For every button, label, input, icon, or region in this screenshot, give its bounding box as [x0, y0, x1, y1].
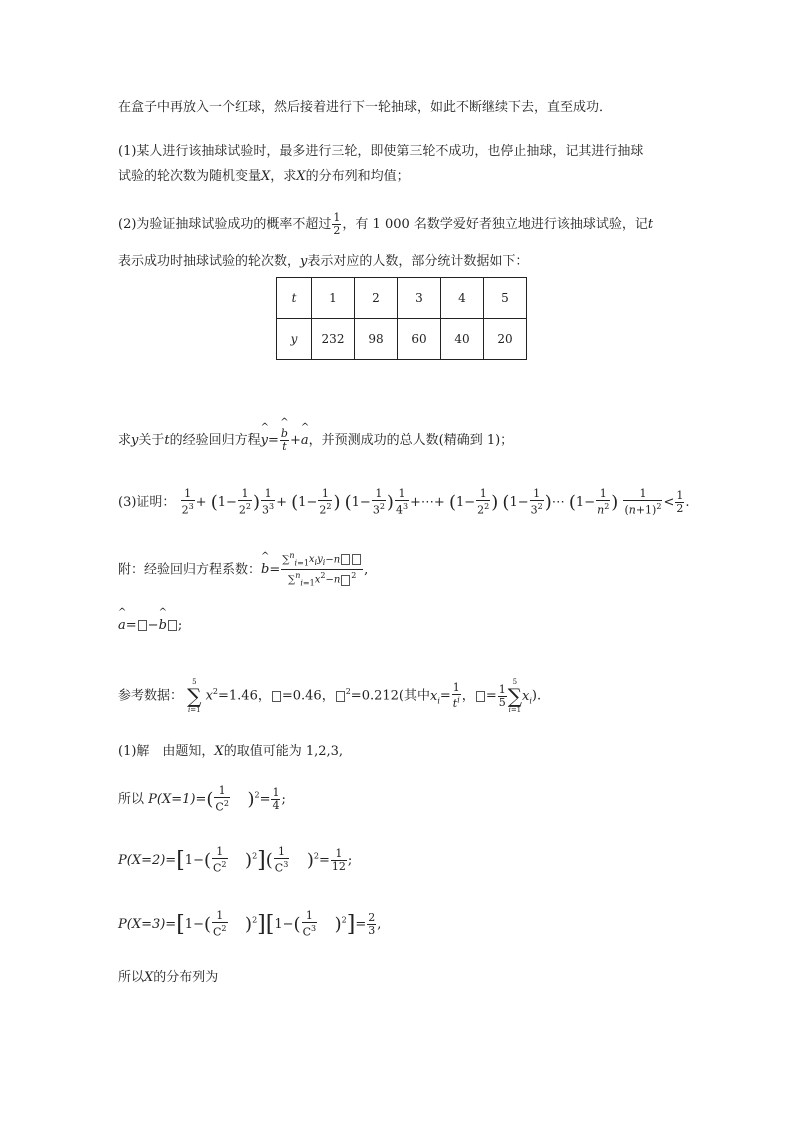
- appendix-a-formula: ^ a= −^ b ;: [118, 618, 182, 633]
- text: 表示对应的人数，部分统计数据如下：: [307, 254, 529, 269]
- table-cell: 1: [312, 278, 355, 319]
- table-cell: 3: [398, 278, 441, 319]
- var-x: X: [296, 169, 306, 184]
- appendix-formula: 附：经验回归方程系数：^ b= $\frac{\sum^n_{i=1}x_iy_i-n}{\sum^n_{i=1}x^2-n ^2}$ ,: [118, 550, 368, 590]
- text: ，有 1 000 名数学爱好者独立地进行该抽球试验，记: [342, 217, 648, 232]
- table-cell: 4: [441, 278, 484, 319]
- question-2-ask: 求y关于t的经验回归方程^ y= ^ $\frac{b}{t}$ +^ a，并预测成功的总人数(精确到 1)；: [118, 428, 513, 453]
- table-cell: 98: [355, 319, 398, 360]
- question-2-line-2: [118, 250, 528, 269]
- var-x: X: [261, 169, 271, 184]
- table-cell: 232: [312, 319, 355, 360]
- question-2-line-1: [118, 212, 653, 237]
- table-cell: 2: [355, 278, 398, 319]
- var-t: t: [647, 217, 654, 232]
- table-cell: t: [277, 278, 312, 319]
- solution-px1: 所以 P(X=1)=( $\frac{1}{C^2}$ )$^2$= $\frac{1}{4}$ ;: [118, 784, 286, 814]
- text: 的分布列和均值；: [305, 169, 410, 184]
- intro-text: 在盒子中再放入一个红球，然后接着进行下一轮抽球，如此不断继续下去，直至成功．: [118, 100, 613, 115]
- solution-px3: P(X=3)=[1−( $\frac{1}{C^2}$ )$^2$][1−( $\frac{1}{C^3}$ )$^2$]= $\frac{2}{3}$ ,: [118, 909, 382, 939]
- reference-data: 参考数据： 5 ∑ i=1 $x^2=1.46$， =0.46， $^2$=0.212(其中$x_i=$ $\frac{1}{t^i}$ ， = $\frac{1}{5}$ 5 ∑ $i=1x_i$).: [118, 678, 542, 714]
- question-3-proof: (3)证明： $\frac{1}{2^3}$ + (1− $\frac{1}{2^2}$ ) $\frac{1}{3^3}$ + (1− $\frac{1}{2^2}$ ) (1− $\frac{1}{3^2}$ ) $\frac{1}{4^3}$ +⋯+ (1− $\frac{1}{2^2}$ ) (1− $\frac{1}{3^2}$ )⋯ (1− $\frac{1}{n^2}$ ) $\frac{1}{(n+1)^2}$ < $\frac{1}{2}$ .: [118, 487, 690, 517]
- table-cell: 40: [441, 319, 484, 360]
- text: 试验的轮次数为随机变量: [118, 169, 262, 184]
- solution-px2: P(X=2)=[1−( $\frac{1}{C^2}$ )$^2$]( $\frac{1}{C^3}$ )$^2$= $\frac{1}{12}$ ;: [118, 845, 353, 875]
- text: ，求: [270, 169, 297, 184]
- text: 表示成功时抽球试验的轮次数，: [118, 254, 301, 269]
- table-row: [277, 278, 527, 319]
- solution-line-1: (1)解 由题知，X的取值可能为 1,2,3,: [118, 744, 344, 759]
- text: (2)为验证抽球试验成功的概率不超过: [118, 217, 332, 232]
- solution-last: 所以X的分布列为: [118, 970, 219, 985]
- table-cell: y: [277, 319, 312, 360]
- table-cell: 60: [398, 319, 441, 360]
- question-1-line-1: (1)某人进行该抽球试验时，最多进行三轮，即使第三轮不成功，也停止抽球，记其进行抽球: [118, 144, 644, 159]
- question-1-line-2: [118, 165, 410, 184]
- regression-formula: ^ y: [261, 433, 268, 448]
- table-cell: 5: [484, 278, 527, 319]
- var-y: y: [300, 254, 308, 269]
- table-row: [277, 319, 527, 360]
- table-cell: 20: [484, 319, 527, 360]
- stat-table: [276, 277, 527, 360]
- fraction: $\frac{1}{2}$: [333, 211, 341, 237]
